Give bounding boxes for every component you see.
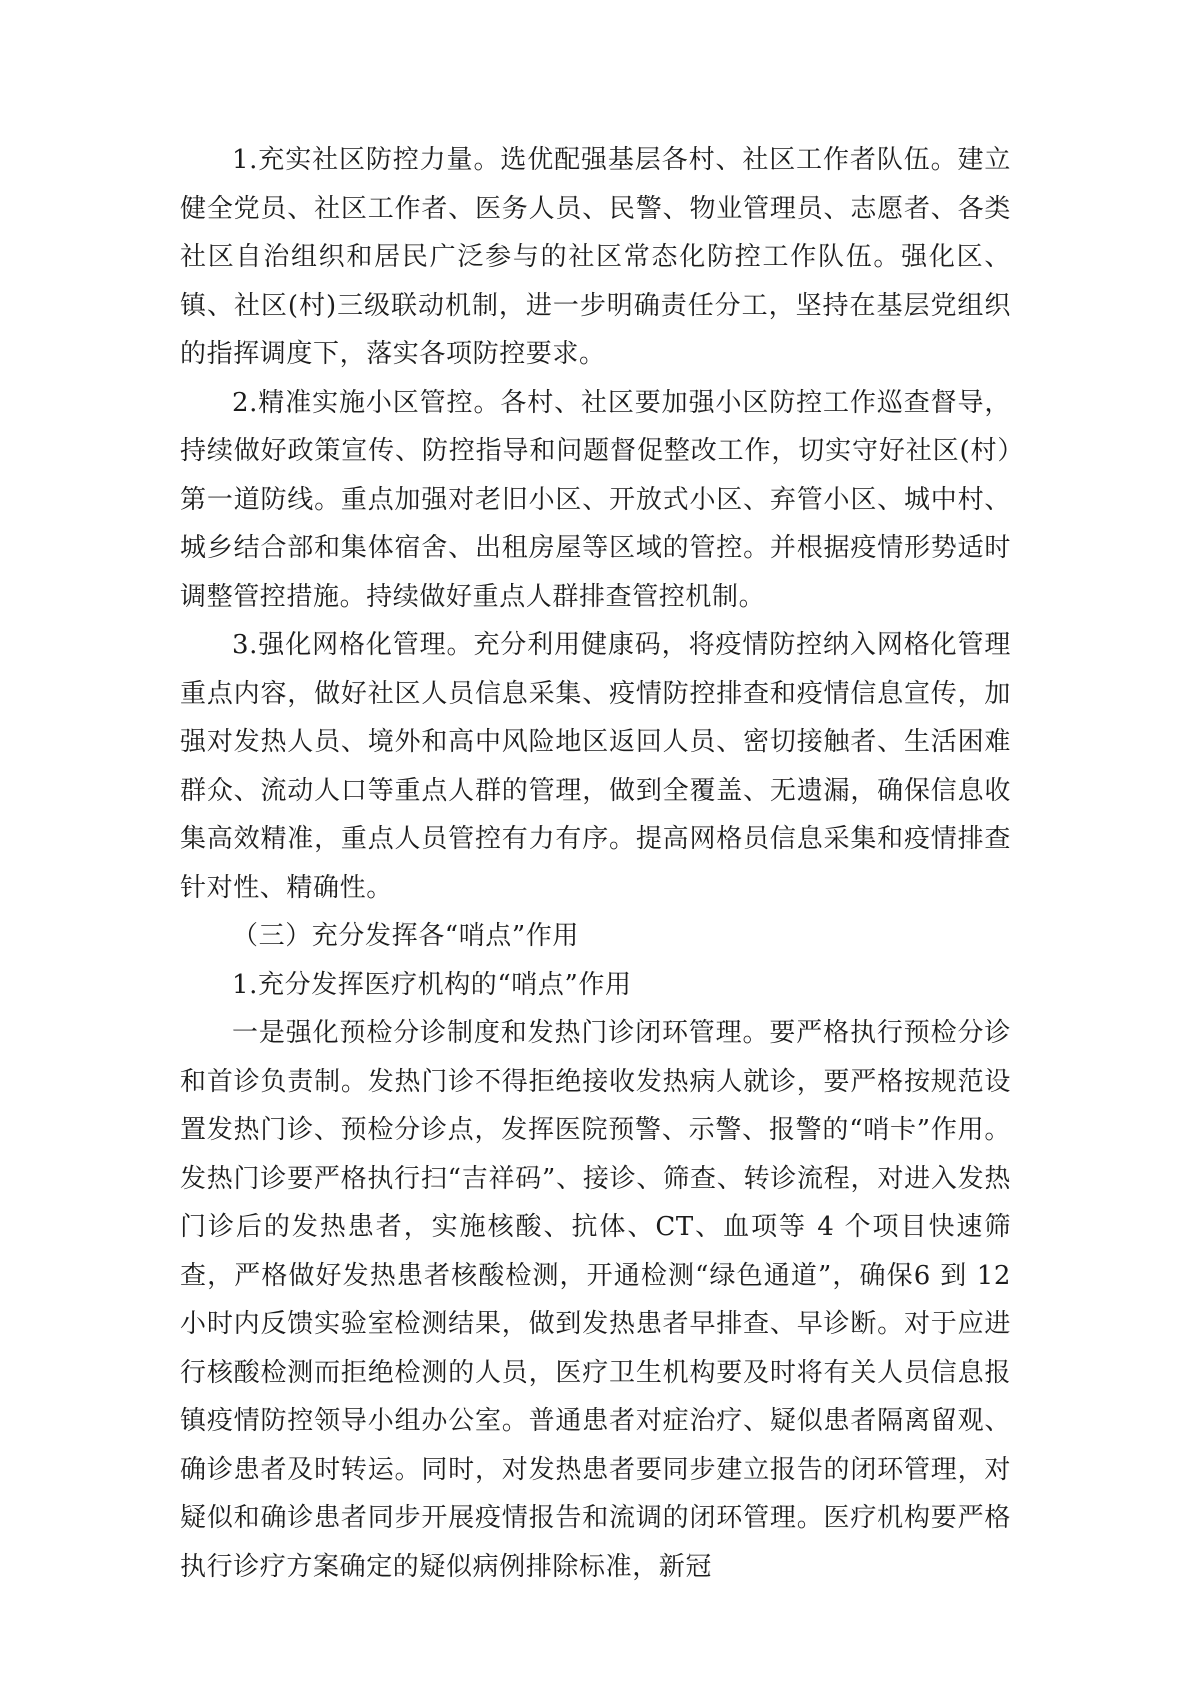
paragraph-precise-control: 2.精准实施小区管控。各村、社区要加强小区防控工作巡查督导，持续做好政策宣传、防控指导和问题督促整改工作，切实守好社区(村）第一道防线。重点加强对老旧小区、开放式小区、弃管小区、城中村、城乡结合部和集体宿舍、出租房屋等区域的管控。并根据疫情形势适时调整管控措施。持续做好重点人群排查管控机制。 — [180, 387, 1011, 612]
document-body — [180, 136, 1011, 1591]
paragraph-community-force: 1.充实社区防控力量。选优配强基层各村、社区工作者队伍。建立健全党员、社区工作者、医务人员、民警、物业管理员、志愿者、各类社区自治组织和居民广泛参与的社区常态化防控工作队伍。强化区、镇、社区(村)三级联动机制，进一步明确责任分工，坚持在基层党组织的指挥调度下，落实各项防控要求。 — [180, 145, 1011, 369]
subheading-medical-sentinel: 1.充分发挥医疗机构的“哨点”作用 — [232, 969, 632, 1000]
paragraph-pre-triage: 一是强化预检分诊制度和发热门诊闭环管理。要严格执行预检分诊和首诊负责制。发热门诊不得拒绝接收发热病人就诊，要严格按规范设置发热门诊、预检分诊点，发挥医院预警、示警、报警的“哨卡”作用。发热门诊要严格执行扫“吉祥码”、接诊、筛查、转诊流程，对进入发热门诊后的发热患者，实施核酸、抗体、CT、血项等 4 个项目快速筛查，严格做好发热患者核酸检测，开通检测“绿色通道”，确保6 到 12 小时内反馈实验室检测结果，做到发热患者早排查、早诊断。对于应进行核酸检测而拒绝检测的人员，医疗卫生机构要及时将有关人员信息报镇疫情防控领导小组办公室。普通患者对症治疗、疑似患者隔离留观、确诊患者及时转运。同时，对发热患者要同步建立报告的闭环管理，对疑似和确诊患者同步开展疫情报告和流调的闭环管理。医疗机构要严格执行诊疗方案确定的疑似病例排除标准，新冠 — [180, 1018, 1011, 1582]
paragraph-grid-management: 3.强化网格化管理。充分利用健康码，将疫情防控纳入网格化管理重点内容，做好社区人员信息采集、疫情防控排查和疫情信息宣传，加强对发热人员、境外和高中风险地区返回人员、密切接触者、生活困难群众、流动人口等重点人群的管理，做到全覆盖、无遗漏，确保信息收集高效精准，重点人员管控有力有序。提高网格员信息采集和疫情排查针对性、精确性。 — [180, 630, 1011, 903]
section-heading-sentinel: （三）充分发挥各“哨点”作用 — [232, 921, 579, 951]
